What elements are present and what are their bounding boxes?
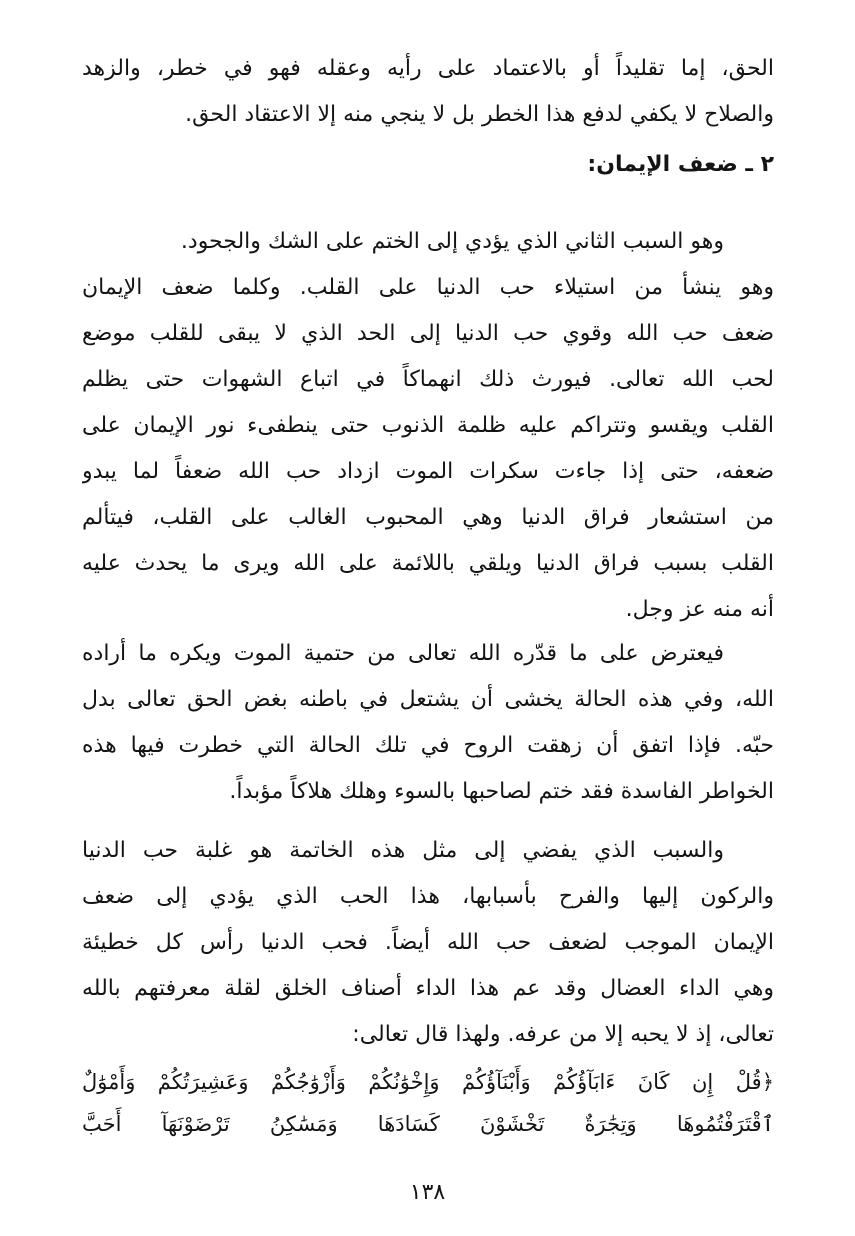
paragraph-line: والسبب الذي يفضي إلى مثل هذه الخاتمة هو غلبة حب الدنيا (82, 838, 724, 863)
paragraph-line: القلب بسبب فراق الدنيا ويلقي باللائمة على الله ويرى ما يحدث عليه (82, 551, 774, 576)
page-number: ١٣٨ (409, 1180, 446, 1205)
paragraph-line: الخواطر الفاسدة فقد ختم لصاحبها بالسوء وهلك هلاكاً مؤبداً. (229, 779, 774, 804)
intro-line: والصلاح لا يكفي لدفع هذا الخطر بل لا ينجي منه إلا الاعتقاد الحق. (185, 102, 774, 127)
book-page (82, 0, 774, 1236)
paragraph-line: القلب ويقسو وتتراكم عليه ظلمة الذنوب حتى ينطفىء نور الإيمان على (82, 413, 774, 438)
paragraph-line: من استشعار فراق الدنيا وهي المحبوب الغالب على القلب، فيتألم (82, 505, 774, 530)
paragraph-line: أنه منه عز وجل. (625, 597, 774, 622)
paragraph-line: الإيمان الموجب لضعف حب الله أيضاً. فحب الدنيا رأس كل خطيئة (82, 930, 774, 955)
paragraph-line: وهو السبب الثاني الذي يؤدي إلى الختم على الشك والجحود. (180, 229, 724, 254)
intro-line: الحق، إما تقليداً أو بالاعتماد على رأيه وعقله فهو في خطر، والزهد (82, 56, 774, 81)
paragraph-line: فيعترض على ما قدّره الله تعالى من حتمية الموت ويكره ما أراده (82, 641, 724, 666)
quran-verse-line: ٱقْتَرَفْتُمُوهَا وَتِجَٰرَةٌ تَخْشَوْنَ كَسَادَهَا وَمَسَٰكِنُ تَرْضَوْنَهَآ أَحَبَّ (82, 1112, 774, 1136)
paragraph-line: وهو ينشأ من استيلاء حب الدنيا على القلب. وكلما ضعف الإيمان (82, 275, 774, 300)
paragraph-line: الله، وفي هذه الحالة يخشى أن يشتعل في باطنه بغض الحق تعالى بدل (82, 687, 774, 712)
paragraph-line: ضعف حب الله وقوي حب الدنيا إلى الحد الذي لا يبقى للقلب موضع (82, 321, 774, 346)
paragraph-line: ضعفه، حتى إذا جاءت سكرات الموت ازداد حب الله ضعفاً لما يبدو (82, 459, 774, 484)
quran-verse-line: ﴿قُلْ إِن كَانَ ءَابَآؤُكُمْ وَأَبْنَآؤُكُمْ وَإِخْوَٰنُكُمْ وَأَزْوَٰجُكُمْ وَعَشِيرَتُكُمْ وَأَمْوَٰلٌ (82, 1070, 774, 1094)
paragraph-line: حبّه. فإذا اتفق أن زهقت الروح في تلك الحالة التي خطرت فيها هذه (82, 733, 774, 758)
paragraph-line: لحب الله تعالى. فيورث ذلك انهماكاً في اتباع الشهوات حتى يظلم (82, 367, 774, 392)
paragraph-line: والركون إليها والفرح بأسبابها، هذا الحب الذي يؤدي إلى ضعف (82, 884, 774, 909)
paragraph-line: وهي الداء العضال وقد عم هذا الداء أصناف الخلق لقلة معرفتهم بالله (82, 976, 774, 1001)
section-heading: ٢ ـ ضعف الإيمان: (587, 152, 774, 177)
paragraph-line: تعالى، إذ لا يحبه إلا من عرفه. ولهذا قال تعالى: (352, 1022, 774, 1047)
